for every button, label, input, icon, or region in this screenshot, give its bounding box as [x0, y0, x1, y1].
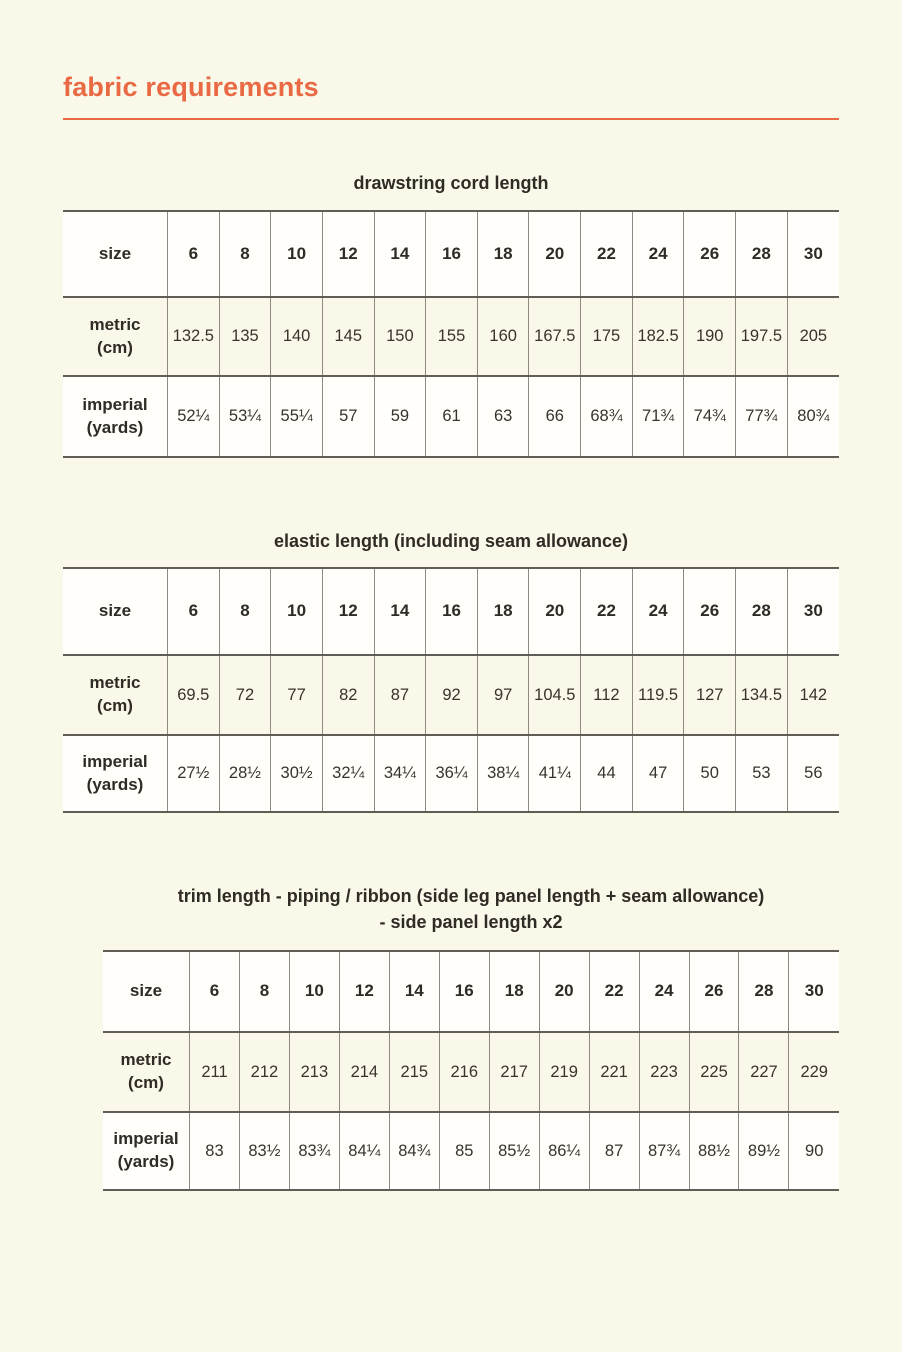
- metric-value-cell: 132.5: [168, 297, 220, 376]
- size-header-cell: 20: [529, 211, 581, 297]
- size-header-cell: 12: [322, 568, 374, 655]
- table-title-line: trim length - piping / ribbon (side leg panel length + seam allowance): [177, 886, 765, 907]
- size-header-cell: 10: [271, 568, 323, 655]
- size-header-cell: 26: [684, 568, 736, 655]
- imperial-value-cell: 87¾: [639, 1112, 689, 1190]
- title-divider: [63, 118, 839, 120]
- size-header-cell: 8: [219, 568, 271, 655]
- metric-value-cell: 134.5: [736, 655, 788, 735]
- metric-value-cell: 213: [289, 1032, 339, 1112]
- measurement-table: [63, 567, 839, 813]
- metric-value-cell: 197.5: [736, 297, 788, 376]
- size-header-row: [63, 211, 839, 297]
- size-header-cell: 24: [632, 568, 684, 655]
- imperial-value-cell: 52¼: [168, 376, 220, 457]
- imperial-value-cell: 36¼: [426, 735, 478, 812]
- metric-value-cell: 112: [581, 655, 633, 735]
- size-header-cell: 26: [684, 211, 736, 297]
- imperial-value-cell: 61: [426, 376, 478, 457]
- metric-value-cell: 221: [589, 1032, 639, 1112]
- size-header-cell: 28: [739, 951, 789, 1032]
- size-header-cell: 14: [374, 568, 426, 655]
- metric-row: [63, 297, 839, 376]
- metric-value-cell: 104.5: [529, 655, 581, 735]
- imperial-value-cell: 84¼: [339, 1112, 389, 1190]
- imperial-value-cell: 38¼: [477, 735, 529, 812]
- size-header-cell: 6: [190, 951, 240, 1032]
- size-header-cell: 24: [632, 211, 684, 297]
- imperial-value-cell: 83: [190, 1112, 240, 1190]
- size-header-cell: 28: [736, 211, 788, 297]
- size-header-cell: 22: [581, 568, 633, 655]
- measurement-table: [63, 210, 839, 458]
- imperial-value-cell: 34¼: [374, 735, 426, 812]
- metric-unit-text: (cm): [97, 696, 133, 716]
- metric-row-label: [63, 297, 168, 376]
- metric-row: [103, 1032, 839, 1112]
- imperial-value-cell: 87: [589, 1112, 639, 1190]
- metric-value-cell: 69.5: [168, 655, 220, 735]
- metric-value-cell: 229: [789, 1032, 839, 1112]
- metric-value-cell: 215: [389, 1032, 439, 1112]
- imperial-value-cell: 85: [439, 1112, 489, 1190]
- metric-value-cell: 205: [787, 297, 839, 376]
- imperial-value-cell: 55¼: [271, 376, 323, 457]
- imperial-value-cell: 59: [374, 376, 426, 457]
- size-header-cell: 30: [787, 568, 839, 655]
- metric-unit-text: (cm): [128, 1073, 164, 1093]
- metric-value-cell: 216: [439, 1032, 489, 1112]
- metric-value-cell: 217: [489, 1032, 539, 1112]
- metric-value-cell: 92: [426, 655, 478, 735]
- size-header-cell: 10: [271, 211, 323, 297]
- metric-row: [63, 655, 839, 735]
- imperial-value-cell: 56: [787, 735, 839, 812]
- page-title: fabric requirements: [63, 72, 319, 102]
- table-title: [103, 883, 839, 935]
- metric-value-cell: 167.5: [529, 297, 581, 376]
- metric-value-cell: 97: [477, 655, 529, 735]
- size-header-cell: 22: [589, 951, 639, 1032]
- size-header-cell: 6: [168, 211, 220, 297]
- imperial-value-cell: 50: [684, 735, 736, 812]
- imperial-label-text: imperial: [82, 394, 148, 414]
- imperial-value-cell: 27½: [168, 735, 220, 812]
- metric-label-text: metric: [120, 1050, 172, 1070]
- metric-value-cell: 182.5: [632, 297, 684, 376]
- metric-value-cell: 150: [374, 297, 426, 376]
- metric-value-cell: 119.5: [632, 655, 684, 735]
- table-title-line: drawstring cord length: [353, 173, 549, 193]
- size-row-label: size: [98, 243, 132, 263]
- size-header-cell: 12: [322, 211, 374, 297]
- imperial-row-label: [103, 1112, 190, 1190]
- size-row-label: size: [98, 601, 132, 621]
- measurement-table-section: [0, 170, 902, 458]
- size-header-cell: 24: [639, 951, 689, 1032]
- size-header-cell: 16: [426, 211, 478, 297]
- imperial-value-cell: 44: [581, 735, 633, 812]
- metric-value-cell: 225: [689, 1032, 739, 1112]
- metric-value-cell: 212: [239, 1032, 289, 1112]
- size-header-cell: 22: [581, 211, 633, 297]
- imperial-row: [103, 1112, 839, 1190]
- size-row-label: size: [129, 981, 163, 1001]
- imperial-row-label: [63, 735, 168, 812]
- size-header-cell: 16: [426, 568, 478, 655]
- metric-label-text: metric: [89, 673, 141, 693]
- metric-value-cell: 77: [271, 655, 323, 735]
- size-header-cell: 14: [374, 211, 426, 297]
- size-header-cell: 28: [736, 568, 788, 655]
- metric-row-label: [63, 655, 168, 735]
- metric-value-cell: 127: [684, 655, 736, 735]
- tables-container: [0, 170, 902, 1191]
- metric-value-cell: 87: [374, 655, 426, 735]
- imperial-value-cell: 53: [736, 735, 788, 812]
- imperial-row-label: [63, 376, 168, 457]
- imperial-value-cell: 53¼: [219, 376, 271, 457]
- imperial-value-cell: 84¾: [389, 1112, 439, 1190]
- size-header-cell: 20: [539, 951, 589, 1032]
- imperial-unit-text: (yards): [86, 417, 144, 437]
- size-header-cell: 8: [239, 951, 289, 1032]
- metric-unit-text: (cm): [97, 337, 133, 357]
- size-header-row: [63, 568, 839, 655]
- metric-value-cell: 175: [581, 297, 633, 376]
- metric-value-cell: 145: [322, 297, 374, 376]
- size-header-cell: 18: [489, 951, 539, 1032]
- metric-value-cell: 219: [539, 1032, 589, 1112]
- metric-value-cell: 211: [190, 1032, 240, 1112]
- size-header-cell: 30: [789, 951, 839, 1032]
- size-header-cell: 6: [168, 568, 220, 655]
- table-title-line: - side panel length x2: [379, 912, 563, 933]
- imperial-unit-text: (yards): [86, 774, 144, 794]
- imperial-value-cell: 80¾: [787, 376, 839, 457]
- table-title-line: elastic length (including seam allowance): [273, 531, 629, 552]
- imperial-value-cell: 74¾: [684, 376, 736, 457]
- imperial-row: [63, 735, 839, 812]
- metric-value-cell: 72: [219, 655, 271, 735]
- table-title: [63, 528, 839, 554]
- imperial-value-cell: 71¾: [632, 376, 684, 457]
- metric-label-text: metric: [89, 314, 141, 334]
- imperial-value-cell: 30½: [271, 735, 323, 812]
- size-header-cell: 18: [477, 211, 529, 297]
- imperial-label-text: imperial: [82, 751, 148, 771]
- metric-value-cell: 214: [339, 1032, 389, 1112]
- measurement-table-section: [0, 528, 902, 813]
- size-header-cell: 14: [389, 951, 439, 1032]
- metric-value-cell: 135: [219, 297, 271, 376]
- size-header-cell: 30: [787, 211, 839, 297]
- imperial-value-cell: 83½: [239, 1112, 289, 1190]
- metric-value-cell: 140: [271, 297, 323, 376]
- imperial-unit-text: (yards): [117, 1152, 175, 1172]
- imperial-value-cell: 90: [789, 1112, 839, 1190]
- imperial-value-cell: 85½: [489, 1112, 539, 1190]
- size-header-row: [103, 951, 839, 1032]
- imperial-value-cell: 77¾: [736, 376, 788, 457]
- imperial-value-cell: 47: [632, 735, 684, 812]
- imperial-value-cell: 66: [529, 376, 581, 457]
- size-header-cell: 26: [689, 951, 739, 1032]
- size-header-cell: 8: [219, 211, 271, 297]
- metric-row-label: [103, 1032, 190, 1112]
- table-title: [63, 170, 839, 196]
- size-header-cell: 10: [289, 951, 339, 1032]
- imperial-value-cell: 83¾: [289, 1112, 339, 1190]
- metric-value-cell: 155: [426, 297, 478, 376]
- imperial-value-cell: 86¼: [539, 1112, 589, 1190]
- imperial-value-cell: 41¼: [529, 735, 581, 812]
- metric-value-cell: 82: [322, 655, 374, 735]
- size-header-cell: 12: [339, 951, 389, 1032]
- imperial-value-cell: 89½: [739, 1112, 789, 1190]
- metric-value-cell: 223: [639, 1032, 689, 1112]
- imperial-value-cell: 68¾: [581, 376, 633, 457]
- metric-value-cell: 142: [787, 655, 839, 735]
- metric-value-cell: 227: [739, 1032, 789, 1112]
- measurement-table: [103, 950, 839, 1191]
- metric-value-cell: 190: [684, 297, 736, 376]
- imperial-value-cell: 28½: [219, 735, 271, 812]
- measurement-table-section: [0, 883, 902, 1191]
- size-header-cell: 16: [439, 951, 489, 1032]
- imperial-value-cell: 63: [477, 376, 529, 457]
- imperial-value-cell: 32¼: [322, 735, 374, 812]
- size-header-cell: 20: [529, 568, 581, 655]
- imperial-value-cell: 88½: [689, 1112, 739, 1190]
- imperial-value-cell: 57: [322, 376, 374, 457]
- imperial-label-text: imperial: [113, 1129, 179, 1149]
- metric-value-cell: 160: [477, 297, 529, 376]
- size-header-cell: 18: [477, 568, 529, 655]
- imperial-row: [63, 376, 839, 457]
